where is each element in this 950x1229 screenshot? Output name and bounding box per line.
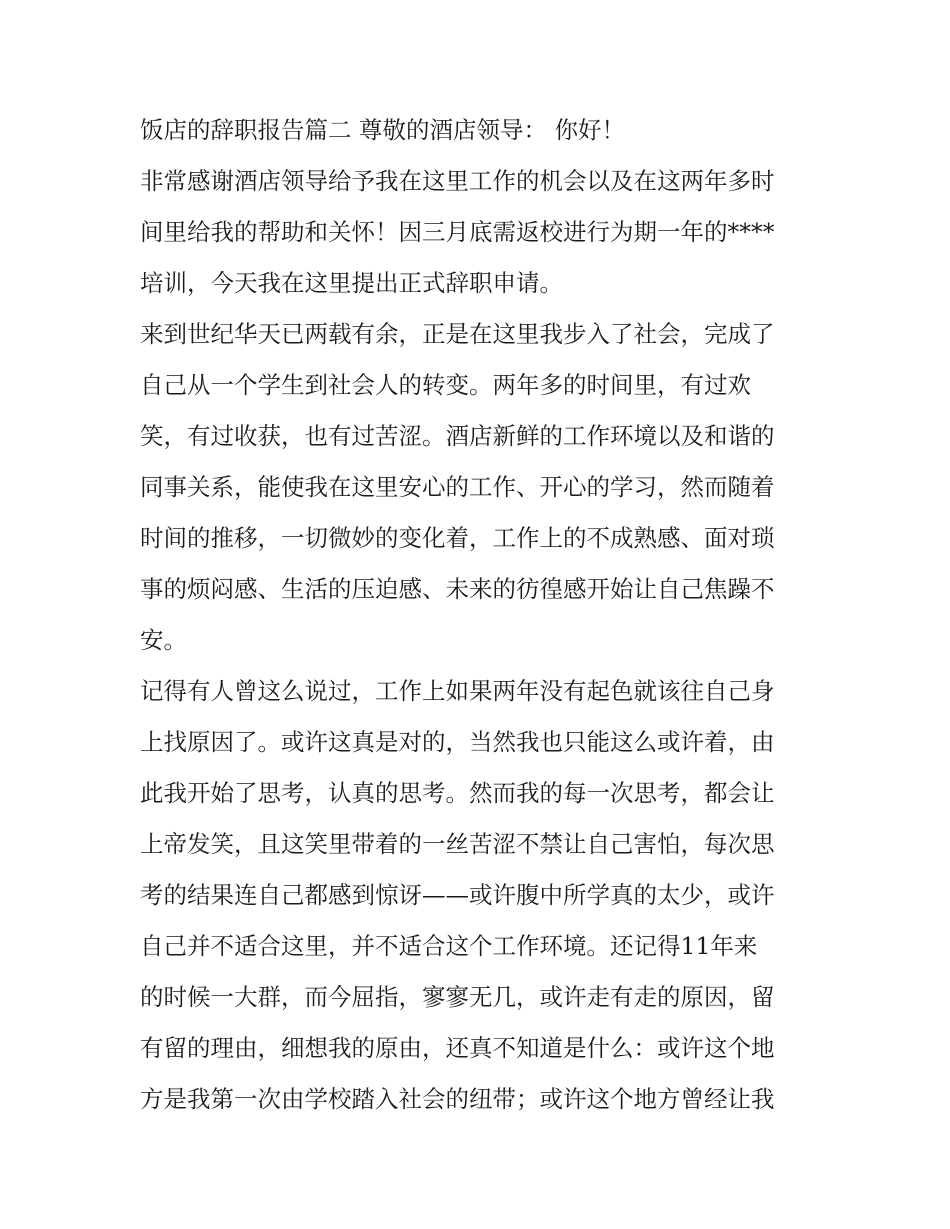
text-line: 培训，今天我在这里提出正式辞职申请。 bbox=[140, 269, 563, 297]
text-line: 此我开始了思考，认真的思考。然而我的每一次思考，都会让 bbox=[140, 779, 775, 807]
text-line: 饭店的辞职报告篇二 尊敬的酒店领导： 你好！ bbox=[140, 116, 625, 144]
text-line: 安。 bbox=[140, 626, 187, 654]
text-line: 笑，有过收获，也有过苦涩。酒店新鲜的工作环境以及和谐的 bbox=[140, 422, 775, 450]
text-line: 来到世纪华天已两载有余，正是在这里我步入了社会，完成了 bbox=[140, 320, 775, 348]
text-line: 上找原因了。或许这真是对的，当然我也只能这么或许着，由 bbox=[140, 728, 775, 756]
text-line: 非常感谢酒店领导给予我在这里工作的机会以及在这两年多时 bbox=[140, 167, 775, 195]
text-line: 上帝发笑，且这笑里带着的一丝苦涩不禁让自己害怕，每次思 bbox=[140, 830, 775, 858]
text-line: 方是我第一次由学校踏入社会的纽带；或许这个地方曾经让我 bbox=[140, 1085, 775, 1113]
text-line: 间里给我的帮助和关怀！因三月底需返校进行为期一年的**** bbox=[140, 218, 775, 246]
text-line: 事的烦闷感、生活的压迫感、未来的彷徨感开始让自己焦躁不 bbox=[140, 575, 775, 603]
text-line: 同事关系，能使我在这里安心的工作、开心的学习，然而随着 bbox=[140, 473, 775, 501]
text-line: 有留的理由，细想我的原由，还真不知道是什么：或许这个地 bbox=[140, 1034, 775, 1062]
text-line: 记得有人曾这么说过，工作上如果两年没有起色就该往自己身 bbox=[140, 677, 775, 705]
text-line: 时间的推移，一切微妙的变化着，工作上的不成熟感、面对琐 bbox=[140, 524, 775, 552]
text-line: 自己从一个学生到社会人的转变。两年多的时间里，有过欢 bbox=[140, 371, 751, 399]
text-line: 自己并不适合这里，并不适合这个工作环境。还记得11年来 bbox=[140, 932, 758, 960]
text-line: 考的结果连自己都感到惊讶——或许腹中所学真的太少，或许 bbox=[140, 881, 775, 909]
text-line: 的时候一大群，而今屈指，寥寥无几，或许走有走的原因，留 bbox=[140, 983, 775, 1011]
